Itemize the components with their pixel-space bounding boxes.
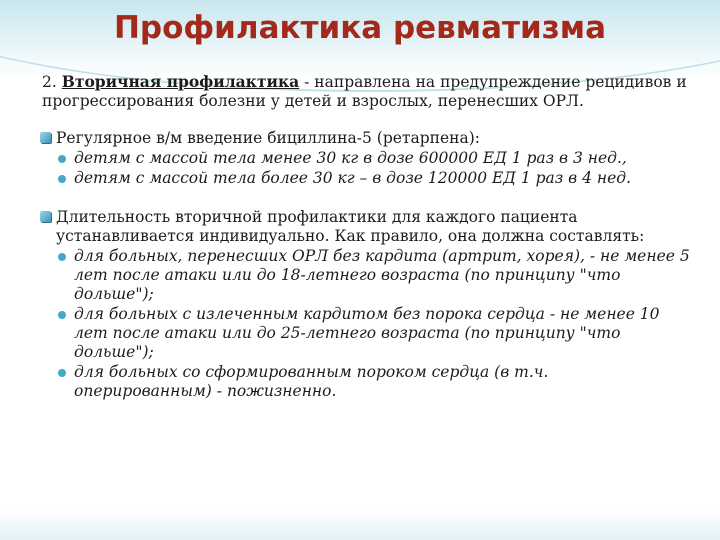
intro-heading: Вторичная профилактика [61,72,300,91]
list-item [58,149,690,168]
checkbox-bullet-icon [40,132,51,143]
section-2 [40,208,690,246]
list-item-text: для больных с излеченным кардитом без порока сердца - не менее 10 лет после атаки или до 25-летнего возраста (по принципу "что дольше"); [74,305,660,361]
intro-paragraph [42,72,690,111]
list-item-text: детям с массой тела более 30 кг – в дозе 120000 ЕД 1 раз в 4 нед. [74,169,632,187]
list-item-text: для больных, перенесших ОРЛ без кардита (артрит, хорея), - не менее 5 лет после атаки или до 18-летнего возраста (по принципу "что дольше"); [74,247,690,303]
footer-band [0,510,720,540]
list-item [58,169,690,188]
slide-title: Профилактика ревматизма [113,10,607,46]
round-bullet-icon [58,253,66,261]
intro-text: - направлена на предупреждение рецидивов и прогрессирования болезни у детей и взрослых, перенесших ОРЛ. [42,73,687,110]
list-item [58,363,690,401]
round-bullet-icon [58,175,66,183]
round-bullet-icon [58,369,66,377]
slide-content [40,72,690,401]
section-1-text: Регулярное в/м введение бициллина-5 (ретарпена): [56,129,480,147]
round-bullet-icon [58,311,66,319]
list-item [58,247,690,304]
intro-number: 2. [42,73,57,91]
section-1 [40,129,690,148]
section-2-text: Длительность вторичной профилактики для каждого пациента устанавливается индивидуально. Как правило, она должна составлять: [56,208,645,245]
list-item [58,305,690,362]
round-bullet-icon [58,155,66,163]
list-item-text: детям с массой тела менее 30 кг в дозе 600000 ЕД 1 раз в 3 нед., [74,149,627,167]
list-item-text: для больных со сформированным пороком сердца (в т.ч. оперированным) - пожизненно. [74,363,549,400]
checkbox-bullet-icon [40,211,51,222]
